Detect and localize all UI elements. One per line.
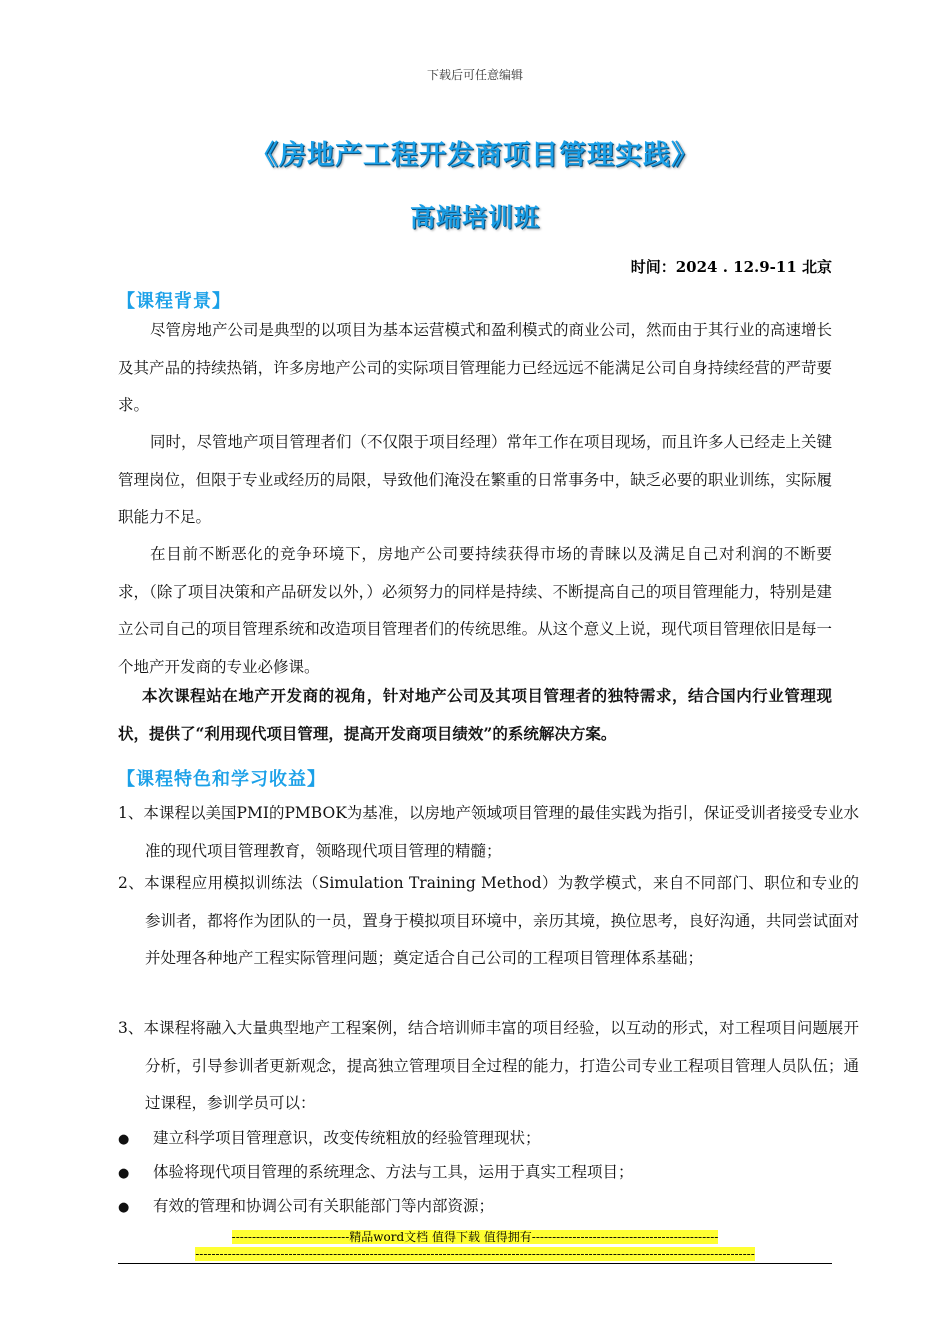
document-subtitle: 高端培训班 — [409, 203, 540, 232]
document-title: 《房地产工程开发商项目管理实践》 — [251, 140, 699, 171]
benefit-bullet-3 — [118, 1188, 832, 1227]
section-heading-features: 【课程特色和学习收益】 — [117, 769, 326, 790]
header-note: 下载后可任意编辑 — [426, 68, 523, 82]
background-paragraph-3: 在目前不断恶化的竞争环境下，房地产公司要持续获得市场的青睐以及满足自己对利润的不断要求，（除了项目决策和产品研发以外，）必须努力的同样是持续、不断提高自己的项目管理能力，特别是建立公司自己的项目管理系统和改造项目管理者们的传统思维。从这个意义上说，现代项目管理依旧是每一个地产开发商的专业必修课。 — [118, 545, 832, 676]
benefit-bullet-2 — [118, 1154, 832, 1193]
bullet-icon: ● — [118, 1166, 130, 1181]
bullet-text: 体验将现代项目管理的系统理念、方法与工具，运用于真实工程项目； — [153, 1163, 634, 1181]
section-heading-background: 【课程背景】 — [117, 291, 231, 312]
bullet-icon: ● — [118, 1132, 130, 1147]
background-paragraph-2: 同时，尽管地产项目管理者们（不仅限于项目经理）常年工作在项目现场，而且许多人已经走上关键管理岗位，但限于专业或经历的局限，导致他们淹没在繁重的日常事务中，缺乏必要的职业训练，实际履职能力不足。 — [118, 433, 833, 526]
background-paragraph-summary: 本次课程站在地产开发商的视角，针对地产公司及其项目管理者的独特需求，结合国内行业管理现状，提供了“利用现代项目管理，提高开发商项目绩效”的系统解决方案。 — [118, 686, 832, 743]
benefit-bullet-1 — [118, 1120, 832, 1159]
footer-banner-line-1 — [0, 1229, 950, 1246]
footer-banner-text: -----------------------------精品word文档 值得下载 值得拥有---------------------------------------------- — [231, 1230, 719, 1244]
footer-banner-dashes: ------------------------------------------------------------------------------------------------------------------------------------------ — [195, 1247, 755, 1261]
footer-banner-line-2 — [0, 1246, 950, 1263]
feature-item-2: 2、本课程应用模拟训练法（Simulation Training Method）为教学模式，来自不同部门、职位和专业的参训者，都将作为团队的一员，置身于模拟项目环境中，亲历其境，换位思考，良好沟通，共同尝试面对并处理各种地产工程实际管理问题；奠定适合自己公司的工程项目管理体系基础； — [118, 874, 859, 967]
footer-divider — [118, 1263, 832, 1264]
background-paragraph-1: 尽管房地产公司是典型的以项目为基本运营模式和盈利模式的商业公司，然而由于其行业的高速增长及其产品的持续热销，许多房地产公司的实际项目管理能力已经远远不能满足公司自身持续经营的严苛要求。 — [118, 321, 833, 414]
bullet-text: 有效的管理和协调公司有关职能部门等内部资源； — [153, 1197, 495, 1215]
date-line: 时间：2024 . 12.9-11 北京 — [630, 258, 832, 276]
bullet-text: 建立科学项目管理意识，改变传统粗放的经验管理现状； — [153, 1129, 541, 1147]
feature-item-3: 3、本课程将融入大量典型地产工程案例，结合培训师丰富的项目经验，以互动的形式，对工程项目问题展开分析，引导参训者更新观念，提高独立管理项目全过程的能力，打造公司专业工程项目管理人员队伍；通过课程，参训学员可以： — [118, 1019, 859, 1112]
feature-item-1: 1、本课程以美国PMI的PMBOK为基准，以房地产领域项目管理的最佳实践为指引，保证受训者接受专业水准的现代项目管理教育，领略现代项目管理的精髓； — [118, 804, 859, 860]
bullet-icon: ● — [118, 1200, 130, 1215]
